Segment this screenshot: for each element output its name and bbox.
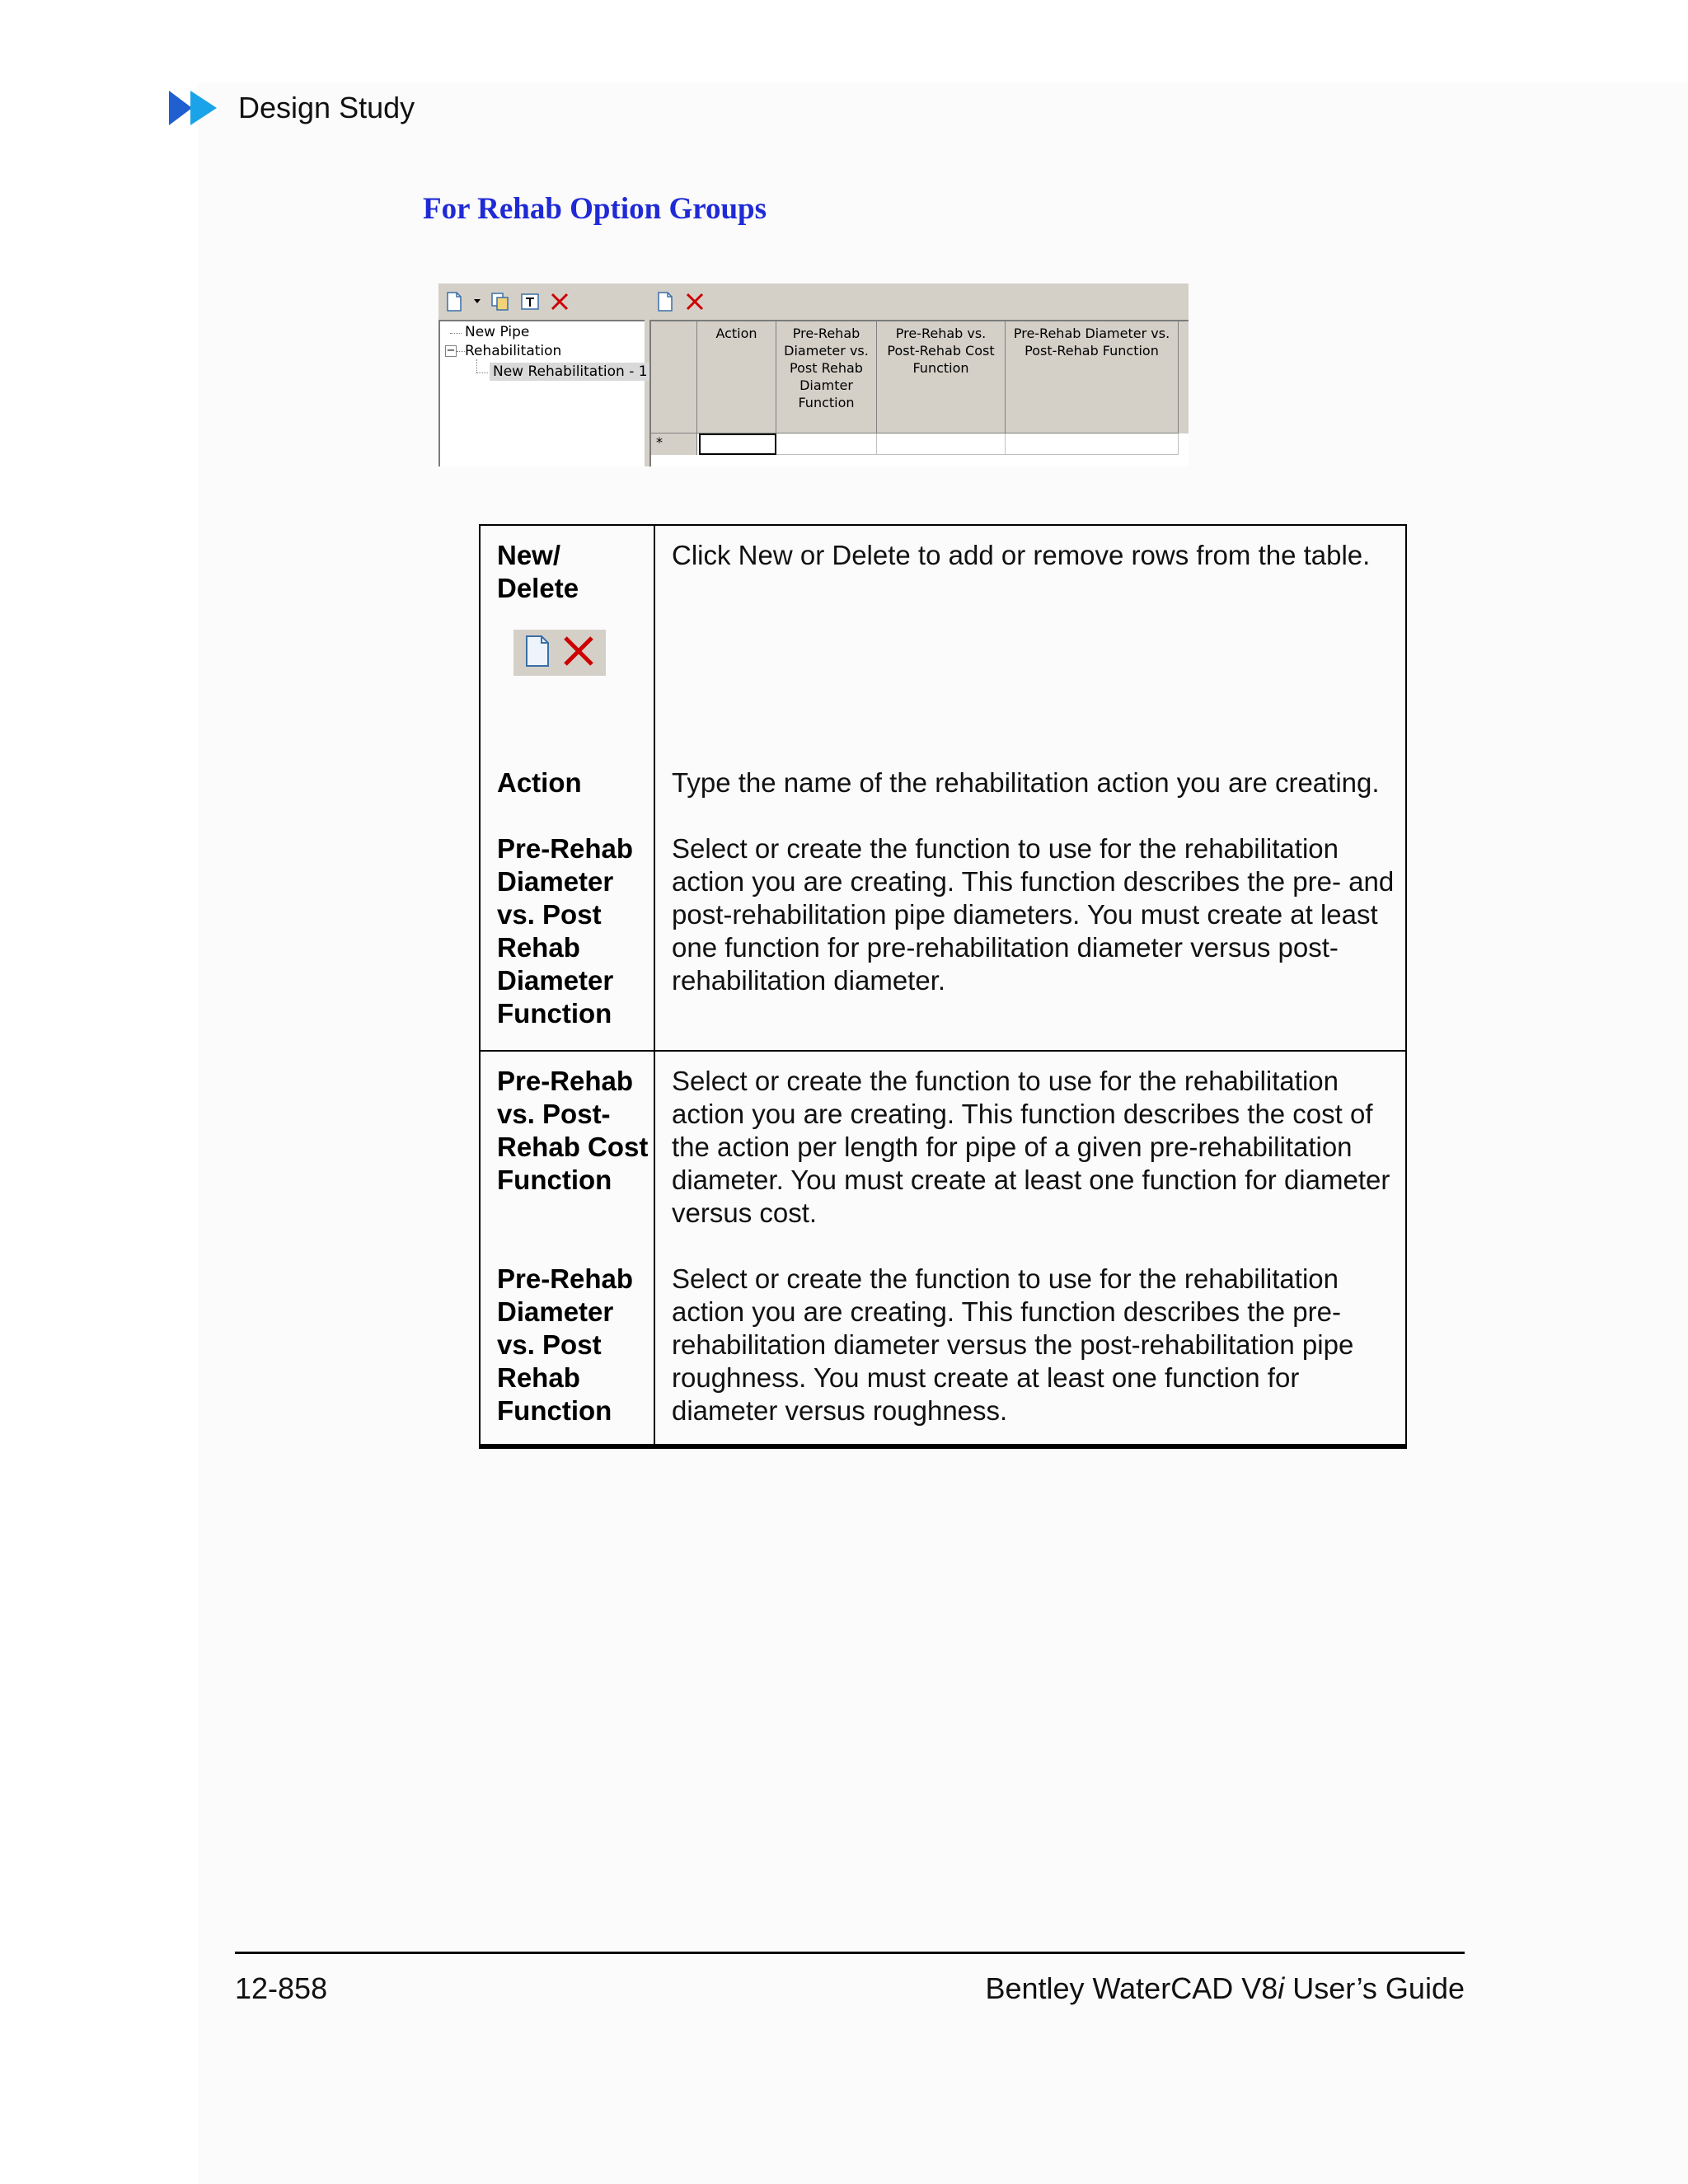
term-roughness-function: Pre-Rehab Diameter vs. Post Rehab Function: [497, 1263, 634, 1426]
new-delete-icons: [513, 630, 606, 676]
row-divider: [481, 1050, 1405, 1052]
delete-icon: [562, 635, 595, 672]
new-row: [651, 434, 1189, 455]
delete-icon[interactable]: [549, 291, 570, 312]
section-title: Design Study: [238, 91, 415, 124]
column-action[interactable]: Action: [697, 321, 776, 434]
term-diameter-function: Pre-Rehab Diameter vs. Post Rehab Diameter Function: [497, 833, 634, 1029]
collapse-icon[interactable]: −: [446, 344, 456, 357]
term-action: Action: [497, 767, 582, 798]
action-cell[interactable]: [699, 434, 776, 455]
term-cost-function: Pre-Rehab vs. Post-Rehab Cost Function: [497, 1066, 649, 1195]
tree-item-new-rehabilitation[interactable]: New Rehabilitation - 1: [490, 363, 651, 381]
cost-function-cell[interactable]: [877, 434, 1006, 455]
description-diameter-function: Select or create the function to use for the rehabilitation action you are creating. This function describes the pre- and post-rehabilitation pipe diameters. You must create at least one function for pre-rehabilitation diameter versus post-rehabilitation diameter.: [672, 833, 1395, 996]
section-heading: For Rehab Option Groups: [423, 192, 767, 226]
column-post-rehab-function[interactable]: Pre-Rehab Diameter vs. Post-Rehab Function: [1006, 321, 1179, 434]
guide-title: Bentley WaterCAD V8i User’s Guide: [985, 1971, 1465, 2005]
grid-header: [651, 321, 1189, 434]
rehab-tree: [438, 320, 648, 466]
page-number: 12-858: [235, 1971, 328, 2005]
tree-item-new-pipe[interactable]: New Pipe: [465, 324, 530, 340]
description-new-delete: Click New or Delete to add or remove rows from the table.: [672, 540, 1371, 570]
new-icon[interactable]: [654, 291, 676, 312]
running-header: [169, 89, 415, 127]
column-divider: [654, 526, 655, 1444]
tree-item-rehabilitation[interactable]: Rehabilitation: [465, 343, 562, 359]
diameter-function-cell[interactable]: [776, 434, 877, 455]
row-header-column: [651, 321, 697, 434]
dropdown-arrow-icon[interactable]: [473, 291, 481, 312]
rehab-option-groups-dialog: [438, 284, 1189, 466]
duplicate-icon[interactable]: [490, 291, 511, 312]
column-cost-function[interactable]: Pre-Rehab vs. Post-Rehab Cost Function: [877, 321, 1006, 434]
rehab-actions-grid: [649, 320, 1189, 466]
new-row-marker: *: [651, 434, 697, 455]
field-description-table: [479, 524, 1407, 1449]
description-roughness-function: Select or create the function to use for the rehabilitation action you are creating. This function describes the pre-rehabilitation diameter versus the post-rehabilitation pipe roughness. You must create at least one function for diameter versus roughness.: [672, 1263, 1354, 1426]
delete-icon[interactable]: [684, 291, 706, 312]
grid-toolbar: [654, 284, 706, 320]
description-cost-function: Select or create the function to use for the rehabilitation action you are creating. This function describes the cost of the action per length for pipe of a given pre-rehabilitation diameter. You must create at least one function for diameter versus cost.: [672, 1066, 1390, 1228]
post-rehab-function-cell[interactable]: [1006, 434, 1179, 455]
rename-icon[interactable]: [519, 291, 541, 312]
description-action: Type the name of the rehabilitation action you are creating.: [672, 767, 1380, 798]
new-icon[interactable]: [443, 291, 465, 312]
double-chevron-icon: [169, 91, 222, 125]
term-new-delete: New/ Delete: [497, 540, 579, 603]
tree-toolbar: [443, 284, 570, 320]
column-diameter-function[interactable]: Pre-Rehab Diameter vs. Post Rehab Diamter Function: [776, 321, 877, 434]
footer-rule: [235, 1952, 1465, 1954]
new-icon: [524, 635, 551, 672]
